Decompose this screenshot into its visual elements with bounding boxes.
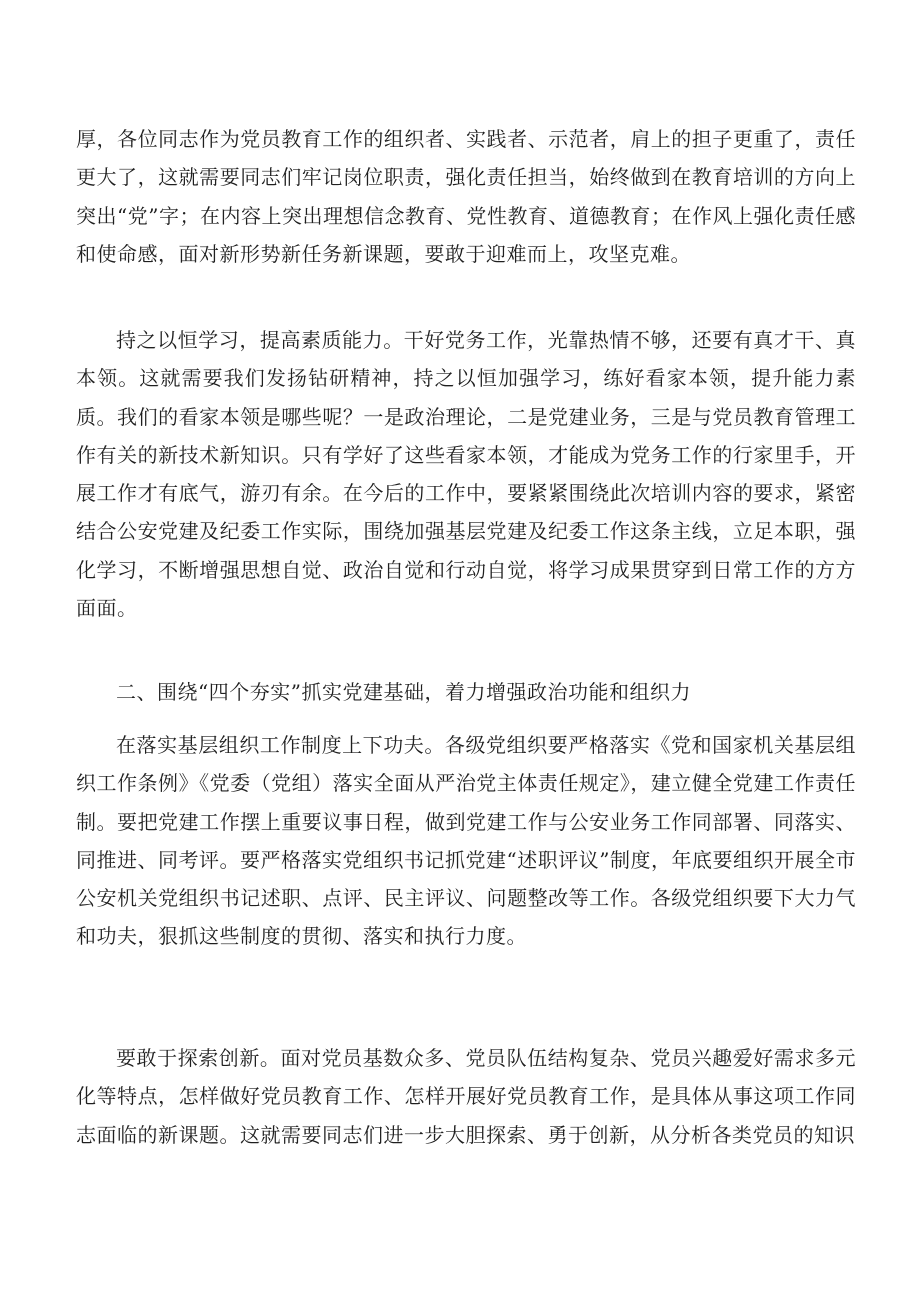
paragraph-system: 在落实基层组织工作制度上下功夫。各级党组织要严格落实《党和国家机关基层组织工作条例》《党委（党组）落实全面从严治党主体责任规定》，建立健全党建工作责任制。要把党建工作摆上重要议事日程，做到党建工作与公安业务工作同部署、同落实、同推进、同考评。要严格落实党组织书记抓党建“述职评议”制度，年底要组织开展全市公安机关党组织书记述职、点评、民主评议、问题整改等工作。各级党组织要下大力气和功夫，狠抓这些制度的贯彻、落实和执行力度。: [76, 733, 856, 949]
paragraph-innovation: 要敢于探索创新。面对党员基数众多、党员队伍结构复杂、党员兴趣爱好需求多元化等特点，怎样做好党员教育工作、怎样开展好党员教育工作，是具体从事这项工作同志面临的新课题。这就需要同志们进一步大胆探索、勇于创新，从分析各类党员的知识: [76, 1046, 856, 1147]
section-heading: 二、围绕“四个夯实”抓实党建基础，着力增强政治功能和组织力: [116, 680, 691, 704]
paragraph-continuation: 厚，各位同志作为党员教育工作的组织者、实践者、示范者，肩上的担子更重了，责任更大了，这就需要同志们牢记岗位职责，强化责任担当，始终做到在教育培训的方向上突出“党”字；在内容上突出理想信念教育、党性教育、道德教育；在作风上强化责任感和使命感，面对新形势新任务新课题，要敢于迎难而上，攻坚克难。: [76, 127, 856, 266]
paragraph-study: 持之以恒学习，提高素质能力。干好党务工作，光靠热情不够，还要有真才干、真本领。这就需要我们发扬钻研精神，持之以恒加强学习，练好看家本领，提升能力素质。我们的看家本领是哪些呢？一是政治理论，二是党建业务，三是与党员教育管理工作有关的新技术新知识。只有学好了这些看家本领，才能成为党务工作的行家里手，开展工作才有底气，游刃有余。在今后的工作中，要紧紧围绕此次培训内容的要求，紧密结合公安党建及纪委工作实际，围绕加强基层党建及纪委工作这条主线，立足本职，强化学习，不断增强思想自觉、政治自觉和行动自觉，将学习成果贯穿到日常工作的方方面面。: [76, 328, 856, 621]
